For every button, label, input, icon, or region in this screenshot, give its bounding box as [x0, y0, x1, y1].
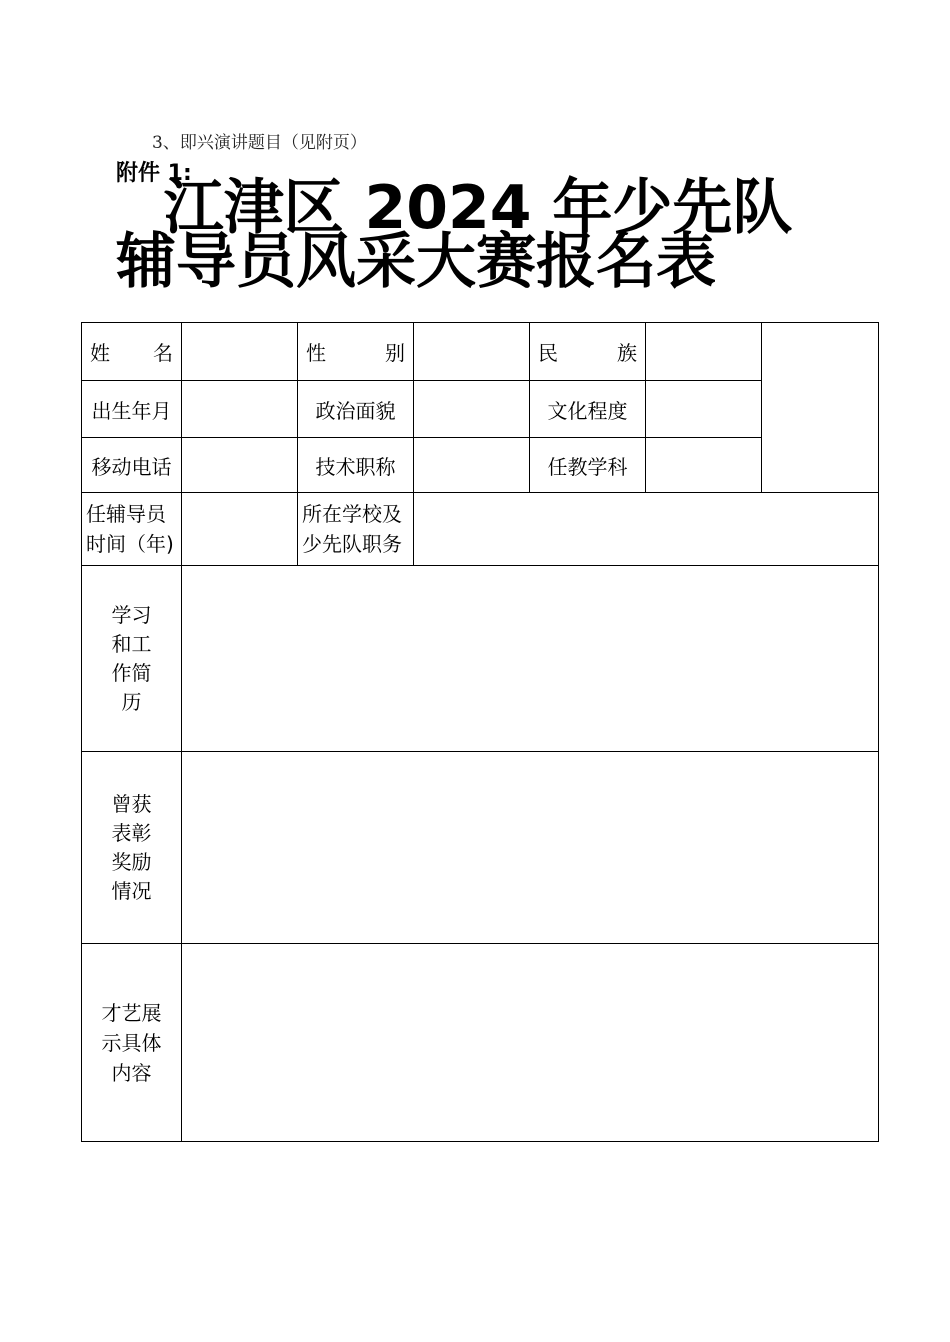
form-title-line2: 辅导员风采大赛报名表 [116, 227, 716, 297]
professional-title-label: 技术职称 [298, 438, 414, 493]
professional-title-field[interactable] [414, 438, 530, 493]
birth-label: 出生年月 [82, 381, 182, 438]
instruction-note: 3、即兴演讲题目（见附页） [152, 133, 367, 153]
name-label: 姓 名 [82, 323, 182, 381]
political-label: 政治面貌 [298, 381, 414, 438]
birth-field[interactable] [182, 381, 298, 438]
tenure-label: 任辅导员 时间（年) [82, 493, 182, 566]
photo-field[interactable] [762, 323, 879, 493]
resume-label: 学习 和工 作简 历 [82, 566, 182, 752]
talent-field[interactable] [182, 944, 879, 1142]
resume-field[interactable] [182, 566, 879, 752]
gender-label: 性 别 [298, 323, 414, 381]
awards-label: 曾获 表彰 奖励 情况 [82, 752, 182, 944]
school-label: 所在学校及 少先队职务 [298, 493, 414, 566]
education-field[interactable] [646, 381, 762, 438]
attachment-label: 附件 1: [116, 161, 192, 186]
subject-label: 任教学科 [530, 438, 646, 493]
ethnicity-field[interactable] [646, 323, 762, 381]
school-field[interactable] [414, 493, 879, 566]
subject-field[interactable] [646, 438, 762, 493]
registration-form-table [81, 322, 879, 1142]
gender-field[interactable] [414, 323, 530, 381]
mobile-label: 移动电话 [82, 438, 182, 493]
mobile-field[interactable] [182, 438, 298, 493]
education-label: 文化程度 [530, 381, 646, 438]
form-title-line1: 江津区 2024 年少先队 [163, 173, 793, 243]
political-field[interactable] [414, 381, 530, 438]
awards-field[interactable] [182, 752, 879, 944]
talent-label: 才艺展 示具体 内容 [82, 944, 182, 1142]
tenure-field[interactable] [182, 493, 298, 566]
name-field[interactable] [182, 323, 298, 381]
ethnicity-label: 民 族 [530, 323, 646, 381]
